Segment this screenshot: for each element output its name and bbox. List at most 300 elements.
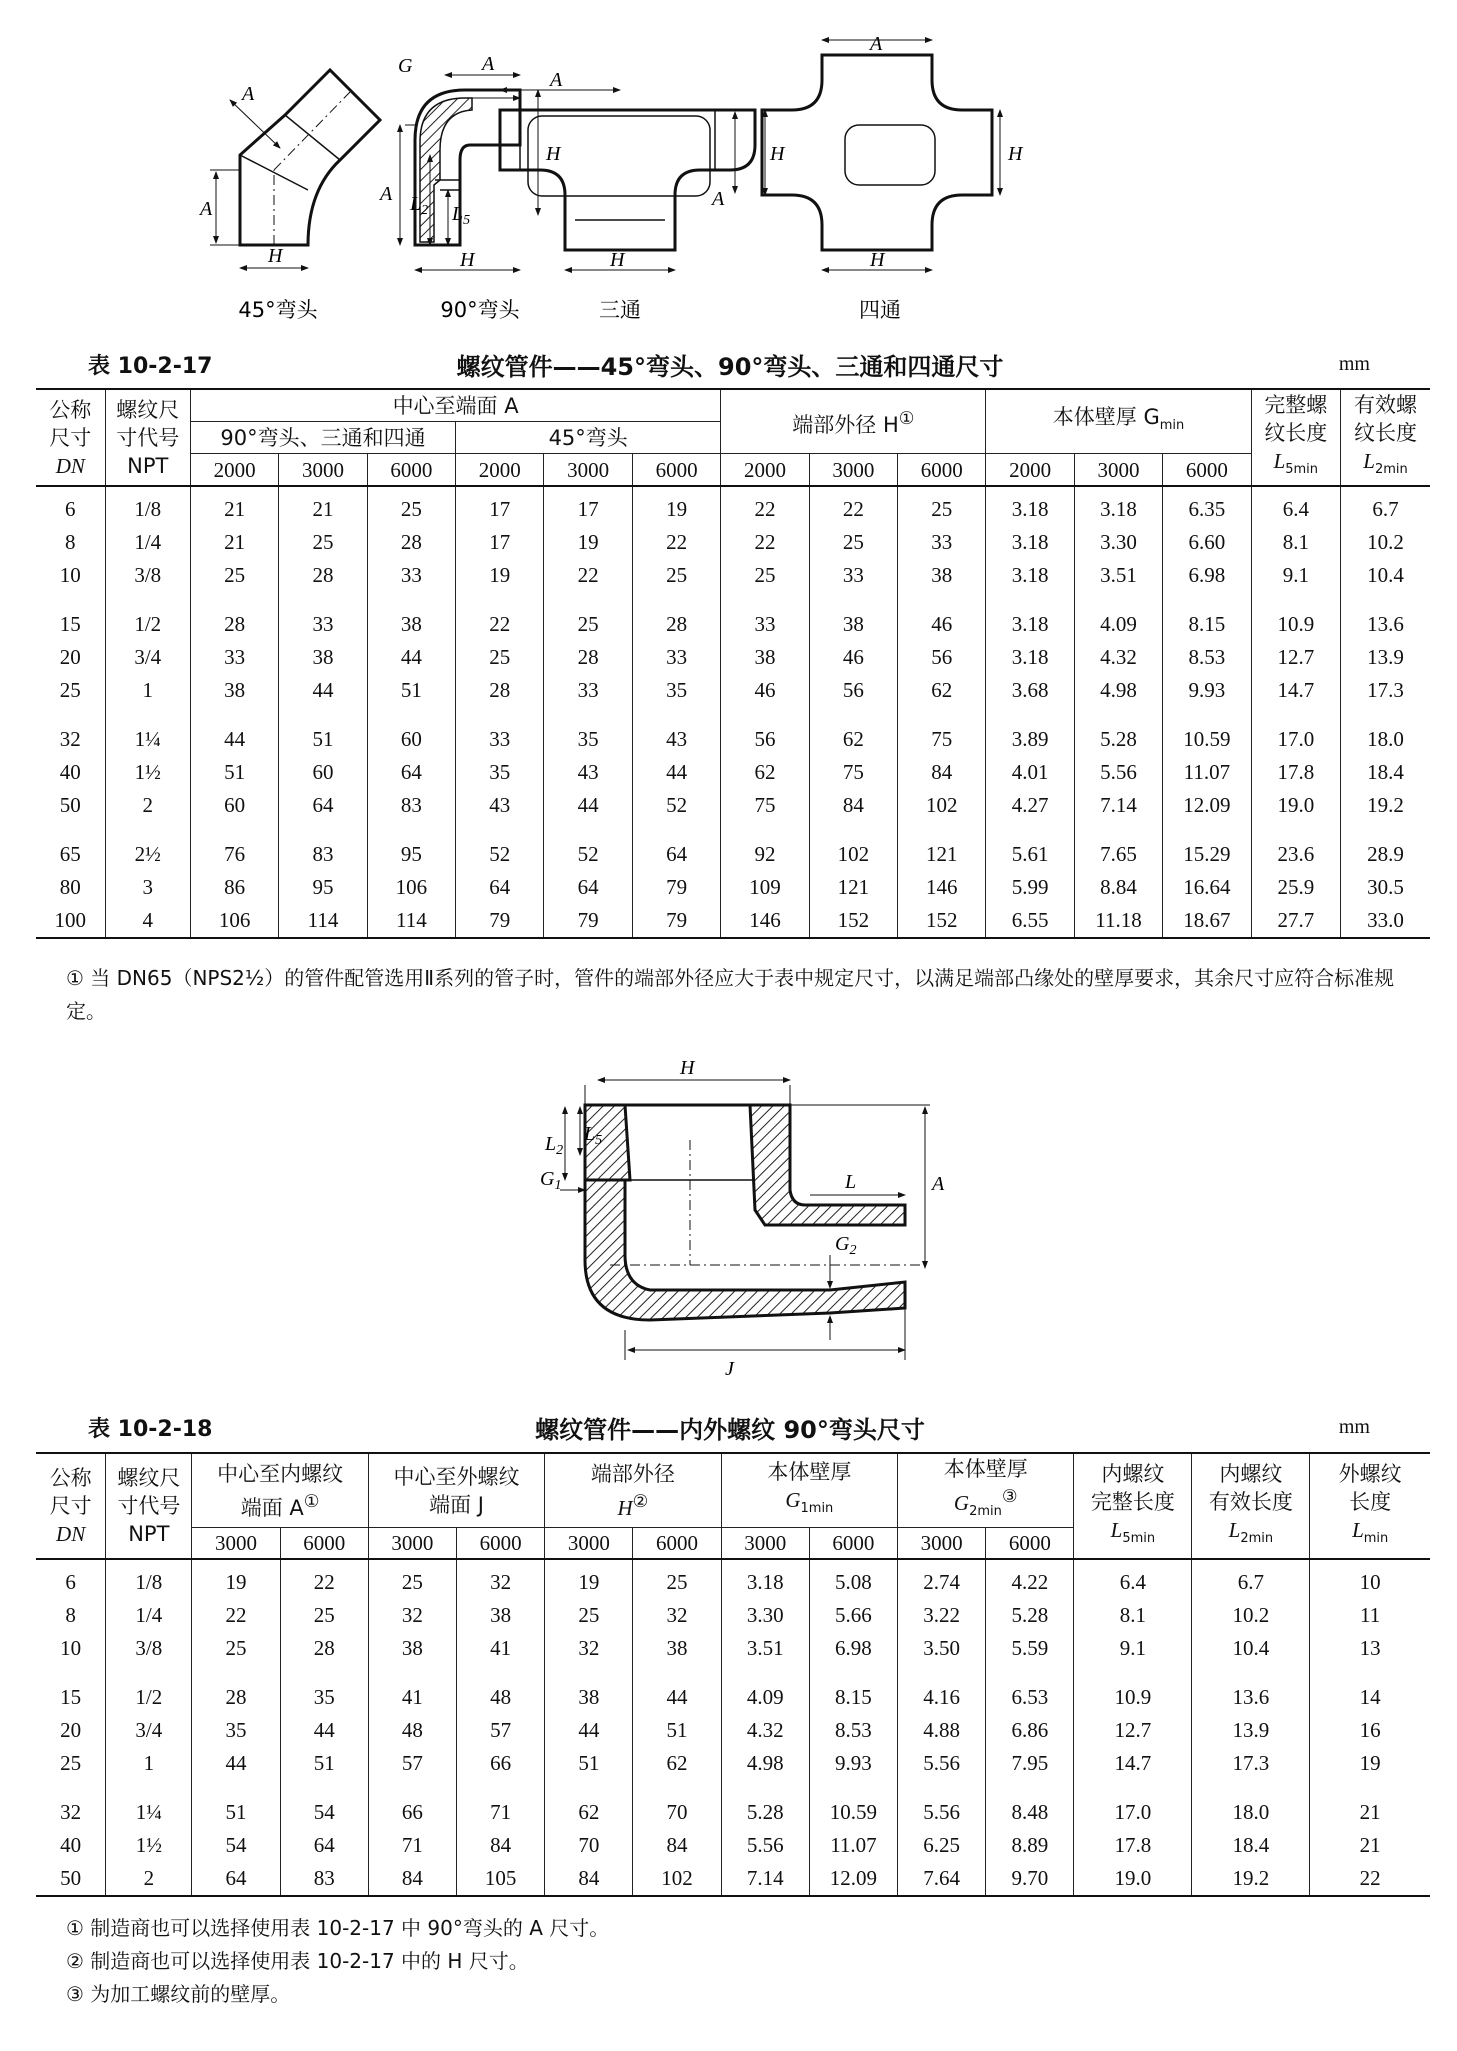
table-cell: 3/4 bbox=[106, 1714, 192, 1747]
dim-a-label: A bbox=[482, 53, 495, 75]
table-cell: 1½ bbox=[105, 756, 190, 789]
table-cell: 18.0 bbox=[1192, 1780, 1310, 1829]
table-cell: 75 bbox=[898, 707, 986, 756]
dim-g-label: G bbox=[398, 55, 413, 77]
table-row bbox=[36, 526, 1430, 559]
table-cell: 106 bbox=[367, 871, 455, 904]
table-cell: 8.48 bbox=[986, 1780, 1074, 1829]
table-cell: 84 bbox=[368, 1862, 456, 1896]
table-cell: 10.59 bbox=[1163, 707, 1251, 756]
table-cell: 3.50 bbox=[898, 1632, 986, 1665]
table-cell: 5.99 bbox=[986, 871, 1074, 904]
table-cell: 38 bbox=[633, 1632, 721, 1665]
table-cell: 7.65 bbox=[1074, 822, 1162, 871]
table-cell: 75 bbox=[721, 789, 809, 822]
table-cell: 6.60 bbox=[1163, 526, 1251, 559]
table-cell: 8.84 bbox=[1074, 871, 1162, 904]
table-cell: 44 bbox=[280, 1714, 368, 1747]
table-cell: 14 bbox=[1310, 1665, 1430, 1714]
table-cell: 11 bbox=[1310, 1599, 1430, 1632]
table-cell: 38 bbox=[190, 674, 278, 707]
table-cell: 44 bbox=[192, 1747, 280, 1780]
header-class: 6000 bbox=[809, 1528, 897, 1560]
table-cell: 64 bbox=[280, 1829, 368, 1862]
table-cell: 33 bbox=[721, 592, 809, 641]
table-cell: 10.2 bbox=[1341, 526, 1430, 559]
table-cell: 84 bbox=[898, 756, 986, 789]
table1-unit: mm bbox=[1338, 353, 1370, 375]
table-cell: 106 bbox=[190, 904, 278, 938]
table-row bbox=[36, 1632, 1430, 1665]
table-row bbox=[36, 674, 1430, 707]
table-cell: 32 bbox=[457, 1559, 545, 1599]
table1-title-row bbox=[60, 345, 1400, 381]
table-cell: 3.68 bbox=[986, 674, 1074, 707]
table-cell: 46 bbox=[809, 641, 897, 674]
table-cell: 51 bbox=[367, 674, 455, 707]
table-cell: 3.18 bbox=[721, 1559, 809, 1599]
table-cell: 6.7 bbox=[1341, 486, 1430, 526]
table-cell: 25 bbox=[192, 1632, 280, 1665]
table-cell: 10.59 bbox=[809, 1780, 897, 1829]
header-center-to-end: 中心至端面 A bbox=[190, 389, 720, 422]
table-cell: 13.9 bbox=[1341, 641, 1430, 674]
table-cell: 10.4 bbox=[1192, 1632, 1310, 1665]
dim-a-label: A bbox=[712, 188, 725, 210]
table-cell: 84 bbox=[545, 1862, 633, 1896]
table-cell: 4.32 bbox=[721, 1714, 809, 1747]
table-cell: 13 bbox=[1310, 1632, 1430, 1665]
table-cell: 17.3 bbox=[1341, 674, 1430, 707]
table-cell: 3.30 bbox=[1074, 526, 1162, 559]
table-cell: 56 bbox=[809, 674, 897, 707]
dim-h-label: H bbox=[1008, 143, 1023, 165]
table-cell: 6.98 bbox=[1163, 559, 1251, 592]
header-center-to-external: 中心至外螺纹 端面 J bbox=[368, 1453, 544, 1528]
table2 bbox=[36, 1452, 1430, 1897]
table-cell: 40 bbox=[36, 756, 105, 789]
elbow-45-drawing bbox=[210, 70, 380, 268]
table-cell: 5.59 bbox=[986, 1632, 1074, 1665]
table-cell: 62 bbox=[545, 1780, 633, 1829]
table-cell: 4.16 bbox=[898, 1665, 986, 1714]
table-cell: 152 bbox=[809, 904, 897, 938]
table-cell: 43 bbox=[544, 756, 632, 789]
table-cell: 60 bbox=[190, 789, 278, 822]
table2-unit: mm bbox=[1338, 1416, 1370, 1438]
table-cell: 3.51 bbox=[1074, 559, 1162, 592]
table-cell: 17.0 bbox=[1074, 1780, 1192, 1829]
table-cell: 4.09 bbox=[1074, 592, 1162, 641]
elbow-90-drawing bbox=[400, 75, 538, 270]
table-cell: 66 bbox=[368, 1780, 456, 1829]
dim-l2-label: $L_2$ bbox=[410, 193, 429, 218]
table-cell: 7.14 bbox=[721, 1862, 809, 1896]
table-cell: 25 bbox=[368, 1559, 456, 1599]
table-cell: 28.9 bbox=[1341, 822, 1430, 871]
table-cell: 32 bbox=[545, 1632, 633, 1665]
table-row bbox=[36, 822, 1430, 871]
table-cell: 33 bbox=[632, 641, 720, 674]
table-cell: 15.29 bbox=[1163, 822, 1251, 871]
table-cell: 1¼ bbox=[106, 1780, 192, 1829]
table-cell: 19.0 bbox=[1251, 789, 1340, 822]
table-cell: 5.56 bbox=[898, 1780, 986, 1829]
table-cell: 8 bbox=[36, 526, 105, 559]
table-cell: 114 bbox=[367, 904, 455, 938]
header-class: 6000 bbox=[898, 454, 986, 487]
table-cell: 38 bbox=[809, 592, 897, 641]
table-cell: 1/8 bbox=[106, 1559, 192, 1599]
table-cell: 23.6 bbox=[1251, 822, 1340, 871]
header-center-to-internal: 中心至内螺纹 端面 A① bbox=[192, 1453, 368, 1528]
table-cell: 22 bbox=[544, 559, 632, 592]
table-cell: 17.0 bbox=[1251, 707, 1340, 756]
table-cell: 3.18 bbox=[986, 592, 1074, 641]
header-class: 3000 bbox=[368, 1528, 456, 1560]
dim-a-label: A bbox=[200, 198, 213, 220]
table-cell: 38 bbox=[721, 641, 809, 674]
table-cell: 22 bbox=[456, 592, 544, 641]
table-cell: 18.4 bbox=[1192, 1829, 1310, 1862]
caption-tee: 三通 bbox=[599, 298, 641, 322]
table-row bbox=[36, 756, 1430, 789]
table-cell: 44 bbox=[545, 1714, 633, 1747]
caption-elbow-45: 45°弯头 bbox=[238, 298, 318, 322]
table-cell: 83 bbox=[279, 822, 367, 871]
table-cell: 64 bbox=[544, 871, 632, 904]
table-cell: 5.08 bbox=[809, 1559, 897, 1599]
table-cell: 28 bbox=[544, 641, 632, 674]
table-cell: 114 bbox=[279, 904, 367, 938]
dim-h-label: H bbox=[610, 249, 625, 271]
table-cell: 19 bbox=[456, 559, 544, 592]
table-cell: 11.18 bbox=[1074, 904, 1162, 938]
header-class: 3000 bbox=[721, 1528, 809, 1560]
header-class: 6000 bbox=[457, 1528, 545, 1560]
table-cell: 28 bbox=[367, 526, 455, 559]
dim-g1-label: $G_1$ bbox=[540, 1168, 562, 1193]
table-cell: 25 bbox=[633, 1559, 721, 1599]
table-cell: 33 bbox=[544, 674, 632, 707]
table-cell: 46 bbox=[721, 674, 809, 707]
table-cell: 33 bbox=[190, 641, 278, 674]
table-cell: 2 bbox=[105, 789, 190, 822]
dim-h-label: H bbox=[770, 143, 785, 165]
header-class: 3000 bbox=[809, 454, 897, 487]
table-cell: 76 bbox=[190, 822, 278, 871]
table-cell: 33 bbox=[456, 707, 544, 756]
table-row bbox=[36, 1559, 1430, 1599]
table-cell: 6.25 bbox=[898, 1829, 986, 1862]
header-class: 6000 bbox=[986, 1528, 1074, 1560]
table-cell: 66 bbox=[457, 1747, 545, 1780]
header-end-od: 端部外径 H① bbox=[721, 389, 986, 454]
table2-notes: ① 制造商也可以选择使用表 10-2-17 中 90°弯头的 A 尺寸。 ② 制造商也可以选择使用表 10-2-17 中的 H 尺寸。 ③ 为加工螺纹前的壁厚。 bbox=[66, 1916, 610, 2006]
table-cell: 48 bbox=[457, 1665, 545, 1714]
table-cell: 27.7 bbox=[1251, 904, 1340, 938]
table-cell: 8.53 bbox=[1163, 641, 1251, 674]
table-cell: 4 bbox=[105, 904, 190, 938]
table-cell: 17 bbox=[544, 486, 632, 526]
table-cell: 75 bbox=[809, 756, 897, 789]
table-cell: 2½ bbox=[105, 822, 190, 871]
table-cell: 35 bbox=[456, 756, 544, 789]
table-cell: 3.51 bbox=[721, 1632, 809, 1665]
table-cell: 71 bbox=[457, 1780, 545, 1829]
table-cell: 2 bbox=[106, 1862, 192, 1896]
dim-h-label: H bbox=[680, 1057, 695, 1079]
table-cell: 21 bbox=[1310, 1829, 1430, 1862]
header-class: 6000 bbox=[1163, 454, 1251, 487]
table-cell: 19 bbox=[1310, 1747, 1430, 1780]
table-cell: 8.15 bbox=[1163, 592, 1251, 641]
header-wall-g1: 本体壁厚 $G_{1min}$ bbox=[721, 1453, 897, 1528]
dim-h-label: H bbox=[870, 249, 885, 271]
table-cell: 32 bbox=[633, 1599, 721, 1632]
header-end-od: 端部外径 H② bbox=[545, 1453, 721, 1528]
table-cell: 9.1 bbox=[1074, 1632, 1192, 1665]
table-cell: 25.9 bbox=[1251, 871, 1340, 904]
header-class: 6000 bbox=[367, 454, 455, 487]
table-cell: 56 bbox=[721, 707, 809, 756]
table-cell: 25 bbox=[809, 526, 897, 559]
table-cell: 64 bbox=[192, 1862, 280, 1896]
table-cell: 86 bbox=[190, 871, 278, 904]
header-l2: 有效螺 纹长度 $L_{2min}$ bbox=[1341, 389, 1430, 486]
table-cell: 15 bbox=[36, 1665, 106, 1714]
table-cell: 38 bbox=[368, 1632, 456, 1665]
table-cell: 21 bbox=[1310, 1780, 1430, 1829]
table-cell: 44 bbox=[632, 756, 720, 789]
table-cell: 28 bbox=[192, 1665, 280, 1714]
table-cell: 14.7 bbox=[1251, 674, 1340, 707]
table-cell: 44 bbox=[633, 1665, 721, 1714]
table-cell: 21 bbox=[190, 526, 278, 559]
table-cell: 79 bbox=[632, 904, 720, 938]
table-cell: 70 bbox=[545, 1829, 633, 1862]
table-cell: 71 bbox=[368, 1829, 456, 1862]
table-cell: 3.18 bbox=[986, 641, 1074, 674]
table2-number: 表 10-2-18 bbox=[88, 1417, 213, 1442]
header-l2: 内螺纹 有效长度 $L_{2min}$ bbox=[1192, 1453, 1310, 1559]
table-cell: 1¼ bbox=[105, 707, 190, 756]
table1 bbox=[36, 388, 1430, 939]
caption-cross: 四通 bbox=[859, 298, 901, 322]
table-cell: 19.0 bbox=[1074, 1862, 1192, 1896]
table-row bbox=[36, 871, 1430, 904]
table-cell: 16.64 bbox=[1163, 871, 1251, 904]
table-cell: 4.09 bbox=[721, 1665, 809, 1714]
table-cell: 79 bbox=[632, 871, 720, 904]
header-class: 3000 bbox=[545, 1528, 633, 1560]
table-cell: 11.07 bbox=[809, 1829, 897, 1862]
header-class: 2000 bbox=[190, 454, 278, 487]
table2-title-row bbox=[60, 1408, 1400, 1444]
table-cell: 52 bbox=[456, 822, 544, 871]
table-cell: 60 bbox=[367, 707, 455, 756]
table-cell: 35 bbox=[544, 707, 632, 756]
table-cell: 15 bbox=[36, 592, 105, 641]
table-cell: 25 bbox=[190, 559, 278, 592]
table-cell: 22 bbox=[721, 486, 809, 526]
table-cell: 25 bbox=[280, 1599, 368, 1632]
table-cell: 19 bbox=[545, 1559, 633, 1599]
table-cell: 56 bbox=[898, 641, 986, 674]
table-cell: 18.4 bbox=[1341, 756, 1430, 789]
table-cell: 51 bbox=[279, 707, 367, 756]
table-cell: 64 bbox=[632, 822, 720, 871]
table-cell: 6 bbox=[36, 486, 105, 526]
table-cell: 21 bbox=[279, 486, 367, 526]
table-cell: 8 bbox=[36, 1599, 106, 1632]
table-cell: 25 bbox=[545, 1599, 633, 1632]
table-cell: 19 bbox=[192, 1559, 280, 1599]
table-cell: 14.7 bbox=[1074, 1747, 1192, 1780]
table-cell: 16 bbox=[1310, 1714, 1430, 1747]
table-cell: 41 bbox=[368, 1665, 456, 1714]
header-class: 2000 bbox=[456, 454, 544, 487]
table-cell: 51 bbox=[190, 756, 278, 789]
table-cell: 6.55 bbox=[986, 904, 1074, 938]
table-cell: 5.61 bbox=[986, 822, 1074, 871]
table-cell: 33 bbox=[279, 592, 367, 641]
table-cell: 22 bbox=[809, 486, 897, 526]
table-cell: 64 bbox=[367, 756, 455, 789]
dim-l-label: L bbox=[845, 1171, 857, 1193]
table-cell: 7.95 bbox=[986, 1747, 1074, 1780]
table-cell: 25 bbox=[279, 526, 367, 559]
table-cell: 5.66 bbox=[809, 1599, 897, 1632]
table-row bbox=[36, 641, 1430, 674]
table-cell: 25 bbox=[456, 641, 544, 674]
table-cell: 19.2 bbox=[1192, 1862, 1310, 1896]
table-cell: 25 bbox=[544, 592, 632, 641]
table-cell: 35 bbox=[192, 1714, 280, 1747]
dim-a-label: A bbox=[242, 83, 255, 105]
table-cell: 13.6 bbox=[1192, 1665, 1310, 1714]
table-cell: 1½ bbox=[106, 1829, 192, 1862]
table-cell: 32 bbox=[368, 1599, 456, 1632]
table-cell: 6.86 bbox=[986, 1714, 1074, 1747]
table1-title: 螺纹管件——45°弯头、90°弯头、三通和四通尺寸 bbox=[456, 353, 1004, 381]
table-cell: 44 bbox=[367, 641, 455, 674]
table-cell: 44 bbox=[544, 789, 632, 822]
table-cell: 12.09 bbox=[809, 1862, 897, 1896]
table-cell: 20 bbox=[36, 1714, 106, 1747]
table-cell: 6.35 bbox=[1163, 486, 1251, 526]
table-cell: 3.18 bbox=[986, 526, 1074, 559]
table-cell: 3/8 bbox=[106, 1632, 192, 1665]
table-cell: 43 bbox=[456, 789, 544, 822]
table-cell: 17.8 bbox=[1074, 1829, 1192, 1862]
table-cell: 35 bbox=[280, 1665, 368, 1714]
table-cell: 25 bbox=[898, 486, 986, 526]
table-cell: 1/4 bbox=[105, 526, 190, 559]
header-center-90: 90°弯头、三通和四通 bbox=[190, 422, 455, 454]
table-cell: 57 bbox=[457, 1714, 545, 1747]
table-cell: 5.28 bbox=[986, 1599, 1074, 1632]
table-cell: 3.18 bbox=[986, 559, 1074, 592]
header-class: 3000 bbox=[898, 1528, 986, 1560]
table-cell: 33 bbox=[367, 559, 455, 592]
table-cell: 10.9 bbox=[1074, 1665, 1192, 1714]
table-cell: 92 bbox=[721, 822, 809, 871]
table-cell: 28 bbox=[280, 1632, 368, 1665]
table-cell: 25 bbox=[36, 674, 105, 707]
table-row bbox=[36, 592, 1430, 641]
table-cell: 19 bbox=[632, 486, 720, 526]
table-cell: 44 bbox=[279, 674, 367, 707]
table-cell: 12.7 bbox=[1074, 1714, 1192, 1747]
table-cell: 1/8 bbox=[105, 486, 190, 526]
table-row bbox=[36, 1862, 1430, 1896]
table-cell: 3.22 bbox=[898, 1599, 986, 1632]
table-cell: 28 bbox=[456, 674, 544, 707]
header-dn: 公称 尺寸 DN bbox=[36, 389, 105, 486]
table-cell: 10 bbox=[1310, 1559, 1430, 1599]
table1-note: ① 当 DN65（NPS2½）的管件配管选用Ⅱ系列的管子时，管件的端部外径应大于表中规定尺寸，以满足端部凸缘处的壁厚要求，其余尺寸应符合标准规定。 bbox=[66, 966, 1395, 1023]
table-cell: 38 bbox=[367, 592, 455, 641]
table2-title: 螺纹管件——内外螺纹 90°弯头尺寸 bbox=[535, 1416, 925, 1444]
header-class: 2000 bbox=[721, 454, 809, 487]
header-class: 2000 bbox=[986, 454, 1074, 487]
table-cell: 40 bbox=[36, 1829, 106, 1862]
header-class: 3000 bbox=[544, 454, 632, 487]
dim-l5-label: $L_5$ bbox=[584, 1123, 603, 1148]
table-cell: 13.6 bbox=[1341, 592, 1430, 641]
table-cell: 95 bbox=[367, 822, 455, 871]
table-cell: 62 bbox=[809, 707, 897, 756]
dim-h-label: H bbox=[460, 249, 475, 271]
table-cell: 95 bbox=[279, 871, 367, 904]
table-cell: 5.28 bbox=[1074, 707, 1162, 756]
table-cell: 41 bbox=[457, 1632, 545, 1665]
table-cell: 4.98 bbox=[721, 1747, 809, 1780]
table-cell: 5.56 bbox=[721, 1829, 809, 1862]
table-cell: 8.15 bbox=[809, 1665, 897, 1714]
table-cell: 19.2 bbox=[1341, 789, 1430, 822]
table-cell: 84 bbox=[457, 1829, 545, 1862]
table-row bbox=[36, 1599, 1430, 1632]
dim-h-label: H bbox=[268, 245, 283, 267]
tee-drawing bbox=[500, 90, 765, 270]
table-cell: 57 bbox=[368, 1747, 456, 1780]
table-row bbox=[36, 1829, 1430, 1862]
table-cell: 4.27 bbox=[986, 789, 1074, 822]
table-cell: 3.18 bbox=[986, 486, 1074, 526]
table-cell: 1 bbox=[105, 674, 190, 707]
caption-elbow-90: 90°弯头 bbox=[440, 298, 520, 322]
table-cell: 18.67 bbox=[1163, 904, 1251, 938]
table-row bbox=[36, 707, 1430, 756]
table-cell: 62 bbox=[633, 1747, 721, 1780]
header-dn: 公称 尺寸 DN bbox=[36, 1453, 106, 1559]
table-cell: 3.18 bbox=[1074, 486, 1162, 526]
table-cell: 38 bbox=[279, 641, 367, 674]
table-cell: 70 bbox=[633, 1780, 721, 1829]
header-class: 6000 bbox=[632, 454, 720, 487]
table-cell: 28 bbox=[279, 559, 367, 592]
table-row bbox=[36, 904, 1430, 938]
header-class: 6000 bbox=[633, 1528, 721, 1560]
table-cell: 84 bbox=[809, 789, 897, 822]
table-cell: 62 bbox=[898, 674, 986, 707]
table-cell: 54 bbox=[280, 1780, 368, 1829]
figure-street-elbow bbox=[500, 1050, 960, 1380]
table-cell: 22 bbox=[280, 1559, 368, 1599]
table-cell: 22 bbox=[1310, 1862, 1430, 1896]
